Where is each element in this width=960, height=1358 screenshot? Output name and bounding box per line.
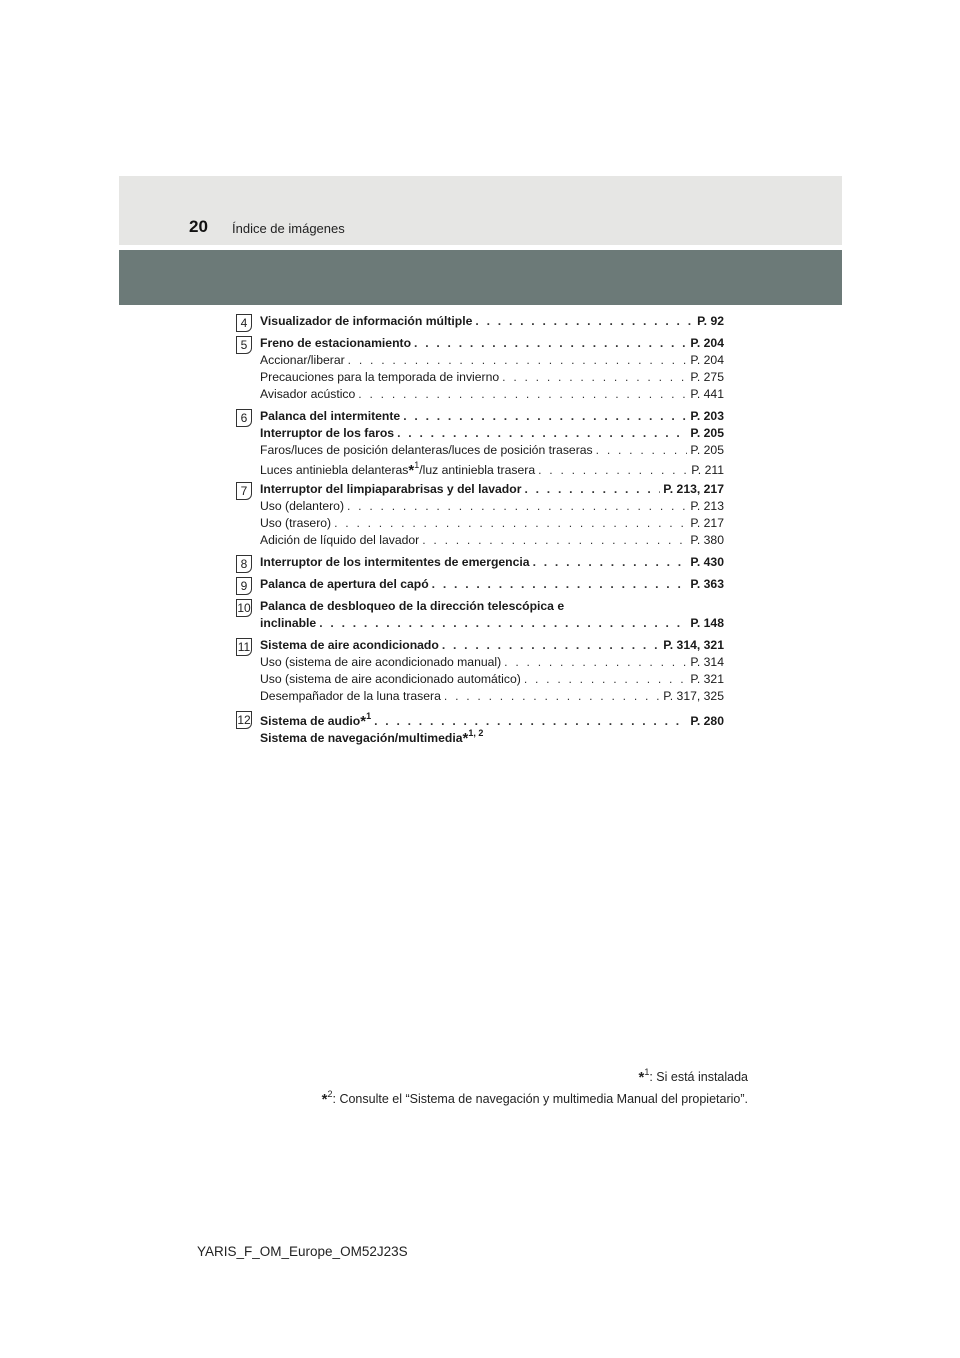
callout-number-badge: 5 <box>236 336 252 354</box>
toc-line-text: Desempañador de la luna trasera <box>260 689 441 703</box>
dot-leader <box>502 370 687 384</box>
dot-leader <box>374 714 687 728</box>
toc-entry-9 <box>236 577 724 594</box>
toc-entry-7 <box>236 482 724 550</box>
toc-line-text: Faros/luces de posición delanteras/luces de posición traseras <box>260 443 593 457</box>
dot-leader <box>334 516 687 530</box>
toc-sub-line[interactable] <box>260 516 724 533</box>
page-reference: P. 205 <box>690 426 724 440</box>
dot-leader <box>504 655 687 669</box>
toc-line-text: Sistema de navegación/multimedia*$^{1, 2}$ <box>260 728 484 745</box>
toc-sub-line[interactable] <box>260 443 724 460</box>
footnote-2: *$^2$: Consulte el “Sistema de navegación y multimedia Manual del propietario”. <box>321 1089 748 1108</box>
callout-number-badge: 11 <box>237 640 251 654</box>
page-reference: P. 213 <box>690 499 724 513</box>
toc-line-text: inclinable <box>260 616 317 630</box>
toc-line-text: Precauciones para la temporada de invierno <box>260 370 500 384</box>
section-title: Índice de imágenes <box>232 221 345 236</box>
page-reference: P. 148 <box>690 616 724 630</box>
dot-leader <box>442 638 660 652</box>
dot-leader <box>596 443 688 457</box>
dot-leader <box>422 533 687 547</box>
image-band <box>119 250 842 305</box>
callout-number-badge: 12 <box>237 713 251 727</box>
page-reference: P. 321 <box>690 672 724 686</box>
toc-line-text: Freno de estacionamiento <box>260 336 412 350</box>
callout-number-badge: 10 <box>237 601 251 615</box>
toc-sub-line[interactable] <box>260 672 724 689</box>
dot-leader <box>414 336 687 350</box>
toc-heading-line[interactable] <box>260 336 724 353</box>
toc-heading-line[interactable] <box>260 728 724 745</box>
toc-line-text: Visualizador de información múltiple <box>260 314 473 328</box>
dot-leader <box>347 499 687 513</box>
toc-line-text: Avisador acústico <box>260 387 356 401</box>
page-reference: P. 314, 321 <box>663 638 724 652</box>
toc-entry-11 <box>236 638 724 706</box>
toc-sub-line[interactable] <box>260 353 724 370</box>
toc-entry-8 <box>236 555 724 572</box>
toc-sub-line[interactable] <box>260 689 724 706</box>
dot-leader <box>533 555 688 569</box>
page-reference: P. 275 <box>690 370 724 384</box>
page-reference: P. 217 <box>690 516 724 530</box>
page-reference: P. 204 <box>690 353 724 367</box>
toc-heading-line[interactable] <box>260 616 724 633</box>
dot-leader <box>397 426 687 440</box>
page-reference: P. 205 <box>690 443 724 457</box>
toc-heading-line[interactable] <box>260 426 724 443</box>
page-reference: P. 430 <box>690 555 724 569</box>
page-reference: P. 314 <box>690 655 724 669</box>
toc-entry-4 <box>236 314 724 331</box>
dot-leader <box>358 387 687 401</box>
page-reference: P. 380 <box>690 533 724 547</box>
header-band <box>119 176 842 245</box>
toc-line-text: Uso (sistema de aire acondicionado automático) <box>260 672 521 686</box>
dot-leader <box>524 482 660 496</box>
toc-line-text: Palanca de desbloqueo de la dirección telescópica e <box>260 599 565 613</box>
callout-number-badge: 8 <box>236 555 252 573</box>
page-reference: P. 441 <box>690 387 724 401</box>
dot-leader <box>538 463 688 477</box>
toc-heading-line[interactable] <box>260 409 724 426</box>
toc-heading-line[interactable] <box>260 711 724 728</box>
toc-line-text: Uso (delantero) <box>260 499 344 513</box>
page-reference: P. 204 <box>690 336 724 350</box>
footnote-1: *$^1$: Si está instalada <box>638 1067 748 1086</box>
toc-sub-line[interactable] <box>260 533 724 550</box>
toc-line-text: Accionar/liberar <box>260 353 345 367</box>
dot-leader <box>403 409 687 423</box>
dot-leader <box>319 616 687 630</box>
dot-leader <box>524 672 688 686</box>
table-of-contents <box>236 314 724 750</box>
toc-line-text: Uso (trasero) <box>260 516 332 530</box>
toc-line-text: Sistema de audio*$^1$ <box>260 711 372 728</box>
toc-entry-12 <box>236 711 724 745</box>
toc-heading-line[interactable] <box>260 555 724 572</box>
toc-line-text: Interruptor del limpiaparabrisas y del lavador <box>260 482 522 496</box>
footnotes <box>322 1064 748 1108</box>
toc-line-text: Palanca de apertura del capó <box>260 577 429 591</box>
toc-line-text: Interruptor de los intermitentes de emergencia <box>260 555 530 569</box>
toc-heading-line[interactable] <box>260 314 724 331</box>
toc-heading-line[interactable] <box>260 577 724 594</box>
page-reference: P. 211 <box>691 463 724 477</box>
toc-entry-5 <box>236 336 724 404</box>
dot-leader <box>432 577 688 591</box>
page-reference: P. 213, 217 <box>663 482 724 496</box>
dot-leader <box>444 689 660 703</box>
toc-heading-line[interactable] <box>260 638 724 655</box>
toc-line-text: Palanca del intermitente <box>260 409 401 423</box>
callout-number-badge: 4 <box>236 314 252 332</box>
toc-line-text: Adición de líquido del lavador <box>260 533 420 547</box>
dot-leader <box>475 314 694 328</box>
toc-sub-line[interactable] <box>260 387 724 404</box>
callout-number-badge: 7 <box>236 482 252 500</box>
toc-sub-line[interactable] <box>260 499 724 516</box>
callout-number-badge: 9 <box>236 577 252 595</box>
toc-line-text: Sistema de aire acondicionado <box>260 638 439 652</box>
page-number: 20 <box>189 217 208 236</box>
toc-sub-line[interactable] <box>260 655 724 672</box>
toc-sub-line[interactable] <box>260 370 724 387</box>
toc-sub-line[interactable] <box>260 460 724 477</box>
toc-heading-line[interactable] <box>260 599 724 616</box>
dot-leader <box>348 353 688 367</box>
toc-line-text: Interruptor de los faros <box>260 426 395 440</box>
page-reference: P. 280 <box>690 714 724 728</box>
page-reference: P. 92 <box>697 314 724 328</box>
toc-line-text: Uso (sistema de aire acondicionado manual) <box>260 655 502 669</box>
page-reference: P. 203 <box>690 409 724 423</box>
callout-number-badge: 6 <box>236 409 252 427</box>
page-reference: P. 363 <box>690 577 724 591</box>
toc-entry-6 <box>236 409 724 477</box>
toc-heading-line[interactable] <box>260 482 724 499</box>
toc-entry-10 <box>236 599 724 633</box>
toc-line-text: Luces antiniebla delanteras*$^1$/luz antiniebla trasera <box>260 460 536 477</box>
document-code: YARIS_F_OM_Europe_OM52J23S <box>197 1244 408 1259</box>
page-reference: P. 317, 325 <box>663 689 724 703</box>
